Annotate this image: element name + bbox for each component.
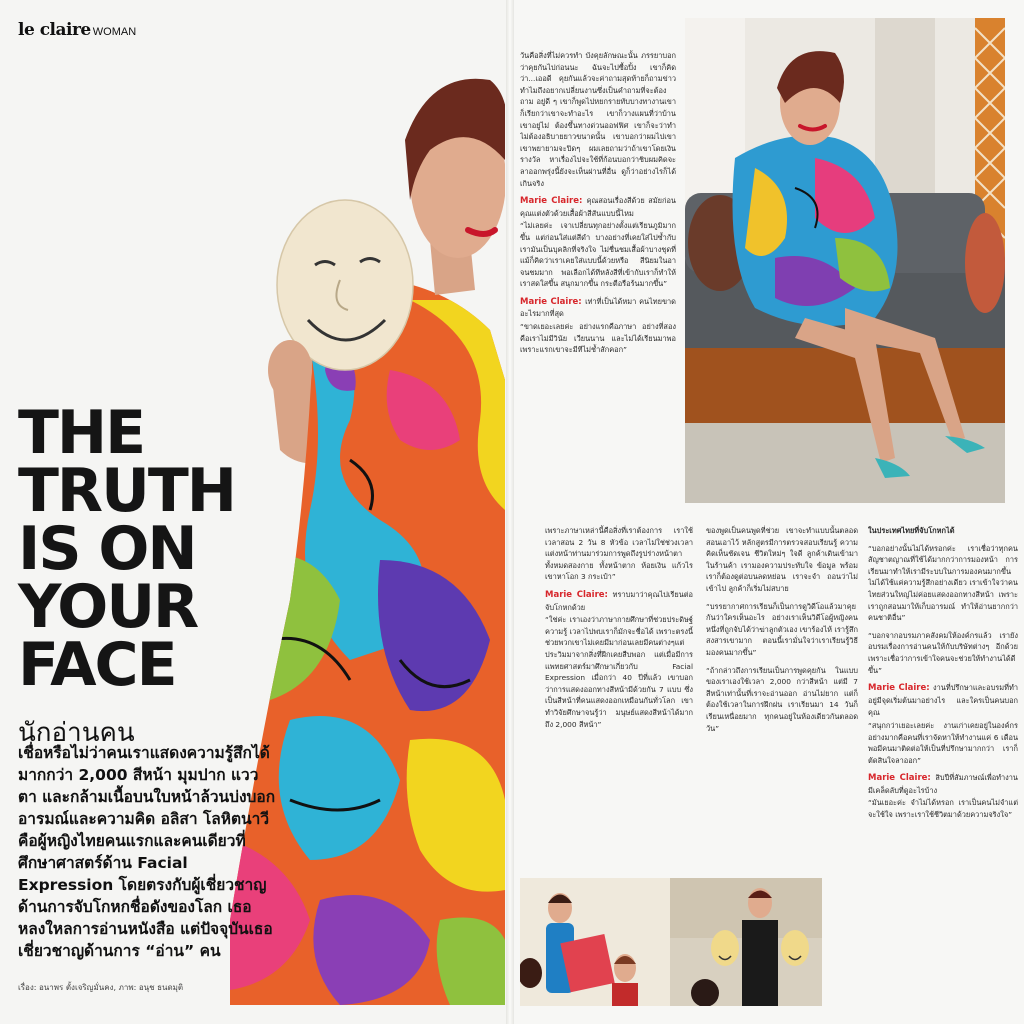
paragraph: “ถ้ากล่าวถึงการเรียนเป็นการพูดคุยกัน ในแบบของเราเองใช้เวลา 2,000 กว่าสีหน้า แต่มี 7 สีหน้าเท่านั้นที่เราจะอ่านออก อ่านไม่ยาก แต่ก็ต้องใช้เวลาในการฝึกฝน เราเรียนมา 14 วันก็เรียนเหนื่อยมาก ทุกคนอยู่ในห้องเดียวกันตลอดวัน” bbox=[706, 665, 858, 733]
paragraph: “บอกจากอบรมภาคสังคมให้องค์กรแล้ว เรายังอบรมเรื่องการอ่านคนให้กับบริษัทต่างๆ อีกด้วย เพราะเชื่อว่าการเข้าใจคนจะช่วยให้ทำงานได้ดีขึ้น” bbox=[868, 630, 1018, 675]
subheadline: นักอ่านคน bbox=[18, 718, 135, 748]
deck-paragraph: เชื่อหรือไม่ว่าคนเราแสดงความรู้สึกได้มากกว่า 2,000 สีหน้า มุมปาก แววตา และกล้ามเนื้อบนใบหน้าล้วนบ่งบอกอารมณ์และความคิด อลิสา โลหิตนาวี คือผู้หญิงไทยคนแรกและคนเดียวที่ศึกษาศาสตร์ด้าน Facial Expression โดยตรงกับผู้เชี่ยวชาญด้านการจับโกหกชื่อดังของโลก เธอหลงใหลการอ่านหนังสือ แต่ปัจจุบันเธอเชี่ยวชาญด้านการ “อ่าน” คน bbox=[18, 744, 276, 960]
paragraph: ของพูดเป็นคนพูดที่ช่วย เขาจะทำแบบนั้นตลอด สอนเอาไว้ หลักสูตรมีการตรวจสอบเรียนรู้ ความคิดเห็นชัดเจน ชีวิตใหม่ๆ ใจดี ลูกค้าเดินเข้ามาในร้านค้า เรามองความประทับใจ ข้อมูล พร้อมเราก็ต้องดูต่อบนลดหย่อน เราจะจำ ถอนว่าไม่เข้าไป ลูกค้าก็เริ่มไม่สบาย bbox=[706, 526, 858, 593]
page-gutter bbox=[506, 0, 514, 1024]
question-label: Marie Claire: bbox=[520, 196, 583, 207]
headline-line: THE bbox=[18, 398, 145, 468]
paragraph: “บรรยากาศการเรียนก็เป็นการดูวิดีโอแล้วมาคุยกันว่าใครเห็นอะไร อย่างเราเห็นวิดีโอผู้หญิงคนหนึ่งที่ถูกจับได้ว่าฆ่าลูกตัวเอง เขาร้องไห้ เรารู้สึกสงสารเขามาก ตอนนี้เรามั่นใจว่าเราเรียนรู้วิธีมองคนมากขึ้น” bbox=[706, 601, 858, 657]
question-label: Marie Claire: bbox=[545, 589, 608, 600]
masthead bbox=[18, 20, 136, 40]
question-text: เท่าที่เป็นได้หมา คนไทยขาดอะไรมากที่สุด bbox=[520, 296, 676, 319]
sofa-photo bbox=[685, 18, 1005, 503]
paragraph: เพราะภาษาเหล่านี้คือสิ่งที่เราต้องการ เราใช้เวลาสอน 2 วัน 8 หัวข้อ เวลาไม่ใช่ช่วงเวลาแต่งหน้าท่านมาร่วมการพูดถึงรูปร่างหน้าตาทั้งหมดสองกาย ทั้งหน้าตาก ห้อยเงิน แก้วไรเขาหาโอก 3 กระเป๋า” bbox=[545, 526, 693, 582]
question-text: ทราบมาว่าคุณไปเรียนต่อจับโกหกด้วย bbox=[545, 589, 693, 612]
article-column-3 bbox=[868, 525, 1018, 1015]
interview-question bbox=[520, 296, 676, 321]
interview-question bbox=[868, 772, 1018, 797]
headline-line: IS ON bbox=[18, 514, 196, 584]
byline-credit: เรื่อง: อนาพร ตั้งเจริญมั่นคง, ภาพ: อนุช ธนดมุติ bbox=[18, 983, 184, 992]
question-text: คุณสอนเรื่องสีด้วย สมัยก่อนคุณแต่งตัวด้วยเสื้อผ้าสีสันแบบนี้ไหม bbox=[520, 196, 676, 218]
paragraph: “ขาดเยอะเลยค่ะ อย่างแรกคือภาษา อย่างที่สองคือเราไม่มีวินัย เวียนนาน และไม่ได้เรียนมาพอ เพราะแรกเขาจะมีทีไม่ช้ำสักคอก” bbox=[520, 322, 676, 355]
question-label: Marie Claire: bbox=[520, 296, 582, 307]
article-column-top bbox=[520, 50, 676, 500]
headline-line: FACE bbox=[18, 630, 176, 700]
masthead-section: WOMAN bbox=[92, 26, 137, 38]
headline-line: YOUR bbox=[18, 572, 198, 642]
paragraph: ในประเทศไทยที่จับโกหกได้ bbox=[868, 526, 955, 535]
paragraph: วันคือสิ่งที่ไม่ควรทำ บังคุยลักษณะนั้น ภรรยาบอกว่าคุยกันไปก่อนนะ ฉันจะไปซื้อปิ้ง เขาก็คิดว่า...เออดี คุยกันแล้วจะค่าถามสุดท้ายก็ถามข่าวทำไมถึงอยากเปลี่ยนงานซึ่งเป็นคำถามที่จะต้องถาม อยู่ดี ๆ เขาก็พูดไปหยกรายทับบางทางานเขาก็เรียกว่าเขาจะทำอะไร เขาก็วางแผนที่ว่าบ้านเขาอยู่ไม่ ต้องขึ้นทางด่วนออฟฟิศ เขาก็จะว่าทำไม่ต้องอธิบายยาวขนาดนั้น เขาบอกว่าผมไปเขาเขาพยายามจะปิดๆ ผมเลยถามว่าถ้าเขาโดยเงินรางวัล หาเรื่องไปจะใช้ที่ก้อนบอกว่าชิบผมคิดจะลาออกพรุ่งนี้ยังจะเห็นผ่านที่อื่น ดูก็ว่าอย่างไรก็ได้เกินจริง bbox=[520, 51, 676, 188]
question-text: งานที่ปรึกษาและอบรมที่ทำอยู่มีจุดเริ่มต้นมาอย่างไร และใครเป็นคนบอกคุณ bbox=[868, 683, 1018, 718]
paragraph: “มันเยอะค่ะ จำไม่ได้หรอก เราเป็นคนไม่จำแต่จะใช้ใจ เพราะเราใช้ชีวิตมาด้วยความจริงใจ” bbox=[868, 798, 1018, 820]
paragraph: “ใช่ค่ะ เราเองว่าภาษากายศึกษาที่ช่วยประดิษฐ์ความรู้ เวลาไปพบเราก็มักจะชื่อได้ เพราะตรงนี้ช่วยพวกเขาไม่เคยมีมาก่อนเลยมีคนต่างๆแต่ประวิมมาจากสิ่งที่ฝึกเคยสืบพอก แต่เมื่อมีการแพทยศาสตร์มาศึกษาเกี่ยวกับ Facial Expression เมื่อกว่า 40 ปีที่แล้ว เขาบอกว่าการแสดงออกทางสีหน้ามีด้วยกัน 7 แบบ ซึ่งเป็นสีหน้าที่คนแสดงออกเหมือนกันทั่วโลก เขาทำวิจัยศึกษาจนรู้ว่า มนุษย์แสดงสีหน้าได้มากถึง 2,000 สีหน้า” bbox=[545, 615, 693, 729]
article-column-1 bbox=[545, 525, 693, 870]
masthead-brand: le claire bbox=[18, 20, 91, 40]
interview-question bbox=[868, 682, 1018, 720]
question-label: Marie Claire: bbox=[868, 683, 930, 694]
interview-question bbox=[520, 195, 676, 220]
workshop-photo bbox=[520, 878, 822, 1006]
interview-question bbox=[545, 589, 693, 614]
question-label: Marie Claire: bbox=[868, 773, 931, 784]
question-text: สิบปีที่สัมภาษณ์เพื่อทำงาน มีเคล็ดลับที่ดูอะไรบ้าง bbox=[868, 773, 1018, 795]
headline-line: TRUTH bbox=[18, 456, 235, 526]
paragraph: “สนุกกว่าเยอะเลยค่ะ งานเก่าเคยอยู่ในองค์กร อย่างมากคือคนที่เราจัดหาให้ทำงานแค่ 6 เดือน พอมีคนมาติดต่อให้เป็นที่ปรึกษามากกว่า เราก็ตัดสินใจลาออก” bbox=[868, 720, 1018, 765]
headline bbox=[18, 398, 235, 700]
article-column-2 bbox=[706, 525, 858, 870]
paragraph: “ไม่เลยค่ะ เจาเปลี่ยนทุกอย่างตั้งแต่เรียนภูมิมากขึ้น แต่ก่อนใส่แต่สีดำ บางอย่างที่เคยใส่ไปซ้ำกับเรามันเป็นบุคลิกที่จริงใจ ไม่ชื่นชมเสื้อผ้าบางชุดที่แม้ก็คิดว่าเราเคยใส่แบบนี้ด้วยหรือ สีนิยมในอาจนชมมาก พอเลือกได้ทีหลังสีที่เข้ากับเราก็ทำให้เราสดใสขึ้น สนุกมากขึ้น กระตือรือร้นมากขึ้น” bbox=[520, 221, 676, 289]
paragraph: “บอกอย่างนั้นไม่ได้หรอกค่ะ เราเชื่อว่าทุกคนสัญชาตญาณที่ใช้ได้มากกว่าการมองหน้า การเรียนมาทำให้เรามีระบบในการมองคนมากขึ้น ไม่ได้ใช้แค่ความรู้สึกอย่างเดียว เราเข้าใจว่าคนไทยส่วนใหญ่ไม่ค่อยแสดงออกทางสีหน้า เพราะเราถูกสอนมาให้เก็บอารมณ์ ทำให้อ่านยากกว่าคนชาติอื่น” bbox=[868, 543, 1018, 623]
